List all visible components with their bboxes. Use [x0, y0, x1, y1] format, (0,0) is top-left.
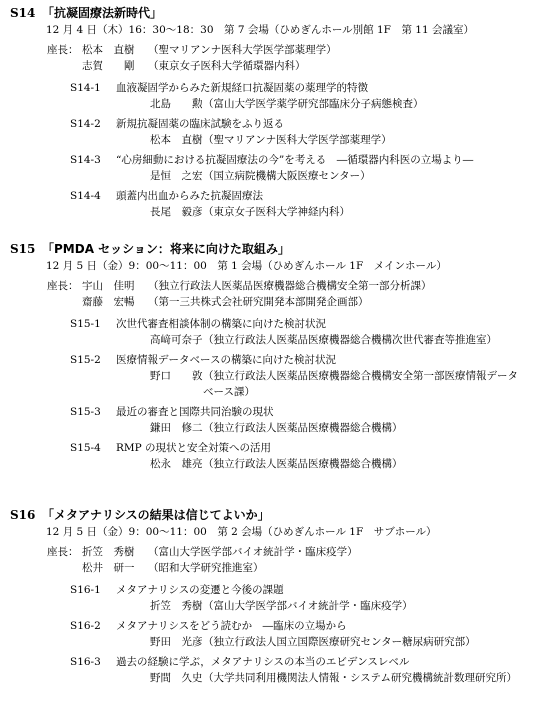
talk-item [0, 353, 555, 401]
chair-row [0, 545, 555, 561]
session-s15 [0, 240, 555, 473]
talk-title: メタアナリシスの変遷と今後の課題 [116, 584, 284, 596]
talk-number: S15-4 [70, 442, 101, 454]
talk-affiliation: （大学共同利用機関法人情報・システム研究機構統計数理研究所） [203, 672, 517, 684]
talk-item [0, 81, 555, 113]
chairs [0, 545, 555, 577]
chair-label: 座長： [47, 44, 79, 56]
chair-label: 座長： [47, 546, 79, 558]
session-heading [0, 506, 555, 525]
talk-title: RMP の現状と安全対策への活用 [116, 442, 272, 454]
session-meta [0, 23, 555, 39]
session-date-venue: 12 月 5 日（金）9：00～11：00 第 2 会場（ひめぎんホール 1F サブホール） [46, 526, 437, 538]
talk-item [0, 117, 555, 149]
chair-row [0, 561, 555, 577]
talk-title: 最近の審査と国際共同治験の現状 [116, 406, 274, 418]
talk-speaker: 松本 直樹 [150, 134, 203, 146]
talk-speaker: 野口 敦 [150, 370, 203, 382]
talk-affiliation: （東京女子医科大学神経内科） [203, 206, 350, 218]
talk-item [0, 441, 555, 473]
chairs [0, 43, 555, 75]
chair-name: 志賀 剛 [82, 60, 135, 72]
talk-speaker: 是恒 之宏 [150, 170, 203, 182]
chair-name: 齋藤 宏暢 [82, 296, 135, 308]
talk-title: 医療情報データベースの構築に向けた検討状況 [116, 354, 336, 366]
talk-affiliation: （独立行政法人医薬品医療機器総合機構次世代審査等推進室） [203, 334, 497, 346]
session-date-venue: 12 月 4 日（木）16：30～18：30 第 7 会場（ひめぎんホール別館 1F 第 11 会議室） [46, 24, 474, 36]
chair-affiliation: （昭和大学研究推進室） [148, 562, 264, 574]
talk-affiliation: （聖マリアンナ医科大学医学部薬理学） [203, 134, 392, 146]
talk-number: S14-4 [70, 190, 101, 202]
talk-number: S14-3 [70, 154, 101, 166]
talk-title: 次世代審査相談体制の構築に向けた検討状況 [116, 318, 326, 330]
chair-affiliation: （富山大学医学部バイオ統計学・臨床疫学） [148, 546, 358, 558]
chair-name: 松井 研一 [82, 562, 135, 574]
chair-row [0, 43, 555, 59]
talk-number: S14-1 [70, 82, 101, 94]
talk-title: 血液凝固学からみた新規経口抗凝固薬の薬理学的特徴 [116, 82, 368, 94]
talk-speaker: 高﨑可奈子 [150, 334, 203, 346]
session-heading [0, 240, 555, 259]
session-heading [0, 4, 555, 23]
chair-affiliation: （独立行政法人医薬品医療機器総合機構安全第一部分析課） [148, 280, 432, 292]
talk-affiliation: （独立行政法人医薬品医療機器総合機構） [203, 458, 403, 470]
chair-name: 宇山 佳明 [82, 280, 135, 292]
talk-number: S16-1 [70, 584, 101, 596]
talk-title: 頭蓋内出血からみた抗凝固療法 [116, 190, 263, 202]
session-meta [0, 259, 555, 275]
session-s16 [0, 506, 555, 687]
talk-affiliation: （独立行政法人医薬品医療機器総合機構安全第一部医療情報データ [203, 370, 518, 382]
talk-number: S16-3 [70, 656, 101, 668]
talk-speaker: 折笠 秀樹 [150, 600, 203, 612]
chair-row [0, 59, 555, 75]
chairs [0, 279, 555, 311]
session-meta [0, 525, 555, 541]
chair-row [0, 279, 555, 295]
talk-item [0, 655, 555, 687]
talk-number: S14-2 [70, 118, 101, 130]
session-s14 [0, 4, 555, 221]
chair-label: 座長： [47, 280, 79, 292]
talk-list [0, 583, 555, 687]
session-title: 「メタアナリシスの結果は信じてよいか」 [42, 508, 270, 522]
talk-number: S15-2 [70, 354, 101, 366]
talk-item [0, 583, 555, 615]
talk-affiliation: （独立行政法人医薬品医療機器総合機構） [203, 422, 403, 434]
talk-title: “心房細動における抗凝固療法の今”を考える ―循環器内科医の立場より― [116, 154, 474, 166]
talk-speaker: 長尾 毅彦 [150, 206, 203, 218]
session-title: 「抗凝固療法新時代」 [42, 6, 163, 20]
talk-speaker: 野間 久史 [150, 672, 203, 684]
session-code: S14 [10, 6, 36, 20]
talk-title: 新規抗凝固薬の臨床試験をふり返る [116, 118, 284, 130]
talk-title: 過去の経験に学ぶ，メタアナリシスの本当のエビデンスレベル [116, 656, 410, 668]
chair-row [0, 295, 555, 311]
talk-item [0, 405, 555, 437]
talk-item [0, 619, 555, 651]
talk-number: S15-3 [70, 406, 101, 418]
session-code: S15 [10, 242, 36, 256]
talk-speaker: 北島 勲 [150, 98, 203, 110]
talk-item [0, 317, 555, 349]
talk-affiliation: （独立行政法人国立国際医療研究センター糖尿病研究部） [203, 636, 476, 648]
talk-affiliation: （国立病院機構大阪医療センター） [203, 170, 371, 182]
talk-number: S15-1 [70, 318, 101, 330]
talk-list [0, 81, 555, 221]
session-title: 「PMDA セッション：将来に向けた取組み」 [42, 242, 290, 256]
talk-affiliation: （富山大学医学部バイオ統計学・臨床疫学） [203, 600, 413, 612]
talk-number: S16-2 [70, 620, 101, 632]
chair-name: 松本 直樹 [82, 44, 135, 56]
talk-affiliation-continued: ベース課） [203, 386, 255, 398]
chair-affiliation: （第一三共株式会社研究開発本部開発企画部） [148, 296, 369, 308]
session-date-venue: 12 月 5 日（金）9：00～11：00 第 1 会場（ひめぎんホール 1F メインホール） [46, 260, 447, 272]
talk-item [0, 153, 555, 185]
talk-title: メタアナリシスをどう読むか ―臨床の立場から [116, 620, 347, 632]
session-code: S16 [10, 508, 36, 522]
talk-affiliation: （富山大学医学薬学研究部臨床分子病態検査） [203, 98, 424, 110]
talk-list [0, 317, 555, 473]
talk-speaker: 松永 雄亮 [150, 458, 203, 470]
talk-speaker: 野田 光彦 [150, 636, 203, 648]
talk-speaker: 鎌田 修二 [150, 422, 203, 434]
chair-affiliation: （聖マリアンナ医科大学医学部薬理学） [148, 44, 337, 56]
talk-item [0, 189, 555, 221]
chair-name: 折笠 秀樹 [82, 546, 135, 558]
chair-affiliation: （東京女子医科大学循環器内科） [148, 60, 306, 72]
